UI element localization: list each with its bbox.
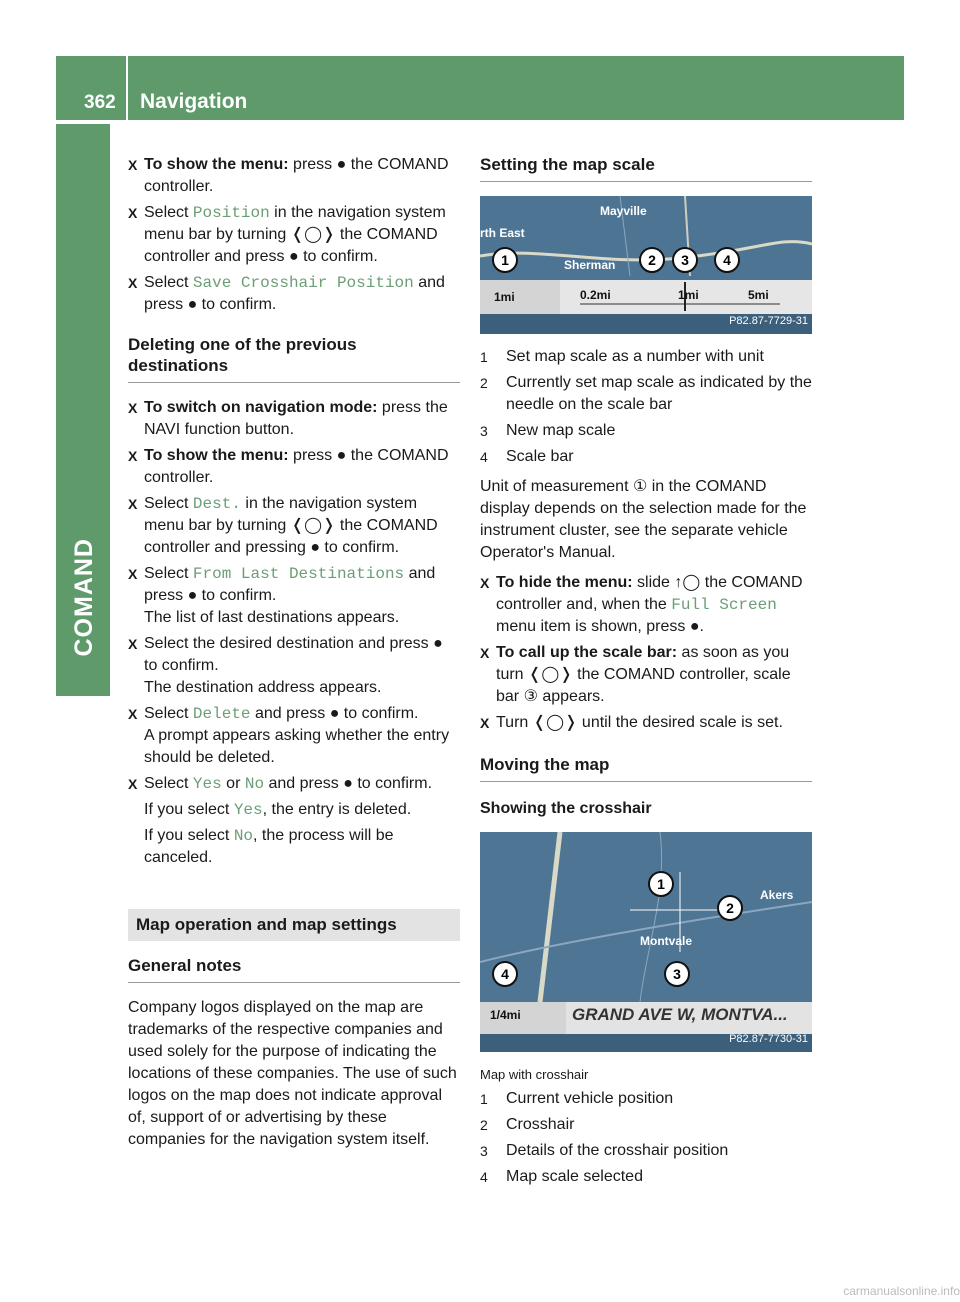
- left-column: [128, 154, 460, 1157]
- svg-text:3: 3: [681, 252, 689, 268]
- right-column: [480, 154, 812, 1192]
- scale-label: 1mi: [494, 290, 515, 304]
- step: X Select Dest. in the navigation system menu bar by turning ❬◯❭ the COMAND controller and pressing ● to confirm.: [128, 493, 460, 559]
- figure-id: P82.87-7729-31: [729, 315, 808, 327]
- watermark: carmanualsonline.info: [843, 1284, 960, 1298]
- heading-scale: Setting the map scale: [480, 154, 812, 182]
- heading-move: Moving the map: [480, 754, 812, 782]
- page-number: 362: [84, 92, 116, 113]
- scale-label: 0.2mi: [580, 288, 611, 302]
- legend-item: 3 Details of the crosshair position: [480, 1142, 729, 1159]
- map-scale-figure: [480, 196, 812, 334]
- address-label: GRAND AVE W, MONTVA...: [572, 1005, 788, 1024]
- step: X To show the menu: press ● the COMAND controller.: [128, 445, 460, 489]
- figure-caption: Map with crosshair: [480, 1067, 589, 1082]
- step: X Select Save Crosshair Position and press ● to confirm.: [128, 272, 460, 316]
- crosshair-figure: [480, 832, 812, 1052]
- svg-text:2: 2: [726, 900, 734, 916]
- general-notes: Company logos displayed on the map are trademarks of the respective companies and used solely for the purpose of indicating the locations of these companies. The use of such logos on the map does not indicate approval of, support of or advertising by these companies for the navigation system itself.: [128, 999, 457, 1148]
- step: X Select From Last Destinations and press ● to confirm. The list of last destinations appears.: [128, 563, 460, 629]
- map-label: Mayville: [600, 204, 647, 218]
- figure-id: P82.87-7730-31: [729, 1033, 808, 1045]
- scale-label: 5mi: [748, 288, 769, 302]
- step: X Select Delete and press ● to confirm. A prompt appears asking whether the entry should be deleted.: [128, 703, 460, 769]
- map-label: Montvale: [640, 934, 693, 948]
- svg-text:2: 2: [648, 252, 656, 268]
- side-tab-label: COMAND: [70, 537, 98, 656]
- step: X Turn ❬◯❭ until the desired scale is set.: [480, 712, 812, 734]
- step: X Select Yes or No and press ● to confirm. If you select Yes, the entry is deleted. If you select No, the process will be canceled.: [128, 773, 460, 869]
- svg-text:1: 1: [657, 876, 665, 892]
- step: X To call up the scale bar: as soon as you turn ❬◯❭ the COMAND controller, scale bar ③ appears.: [480, 642, 812, 708]
- svg-text:1: 1: [501, 252, 509, 268]
- map-label: Sherman: [564, 258, 616, 272]
- step: X To hide the menu: slide ↑◯ the COMAND controller and, when the Full Screen menu item is shown, press ●.: [480, 572, 812, 638]
- section-title: Navigation: [140, 90, 248, 113]
- legend-item: 2 Crosshair: [480, 1116, 575, 1133]
- svg-text:4: 4: [723, 252, 731, 268]
- section-band: Map operation and map settings: [128, 909, 460, 941]
- scale-label: 1mi: [678, 288, 699, 302]
- legend-item: 3 New map scale: [480, 422, 616, 439]
- scale-label: 1/4mi: [490, 1008, 521, 1022]
- legend-item: 1 Set map scale as a number with unit: [480, 348, 764, 365]
- step: X To switch on navigation mode: press the NAVI function button.: [128, 397, 460, 441]
- step: X Select Position in the navigation system menu bar by turning ❬◯❭ the COMAND controller and press ● to confirm.: [128, 202, 460, 268]
- svg-text:3: 3: [673, 966, 681, 982]
- page-header: [56, 56, 904, 120]
- legend-item: 4 Scale bar: [480, 448, 574, 465]
- legend-item: 2 Currently set map scale as indicated by the needle on the scale bar: [480, 374, 812, 413]
- svg-text:4: 4: [501, 966, 509, 982]
- unit-paragraph: Unit of measurement ① in the COMAND display depends on the selection made for the instrument cluster, see the separate vehicle Operator's Manual.: [480, 478, 807, 561]
- side-tab: [56, 124, 110, 696]
- header-divider: [126, 56, 128, 120]
- step: X Select the desired destination and press ● to confirm. The destination address appears.: [128, 633, 460, 699]
- map-label: Akers: [760, 888, 794, 902]
- map-label: rth East: [480, 226, 525, 240]
- step: X To show the menu: press ● the COMAND controller.: [128, 154, 460, 198]
- legend-item: 1 Current vehicle position: [480, 1090, 674, 1107]
- heading-delete: Deleting one of the previous destinations: [128, 334, 460, 383]
- heading-general: General notes: [128, 955, 460, 983]
- legend-item: 4 Map scale selected: [480, 1168, 643, 1185]
- subheading-crosshair: Showing the crosshair: [480, 800, 652, 817]
